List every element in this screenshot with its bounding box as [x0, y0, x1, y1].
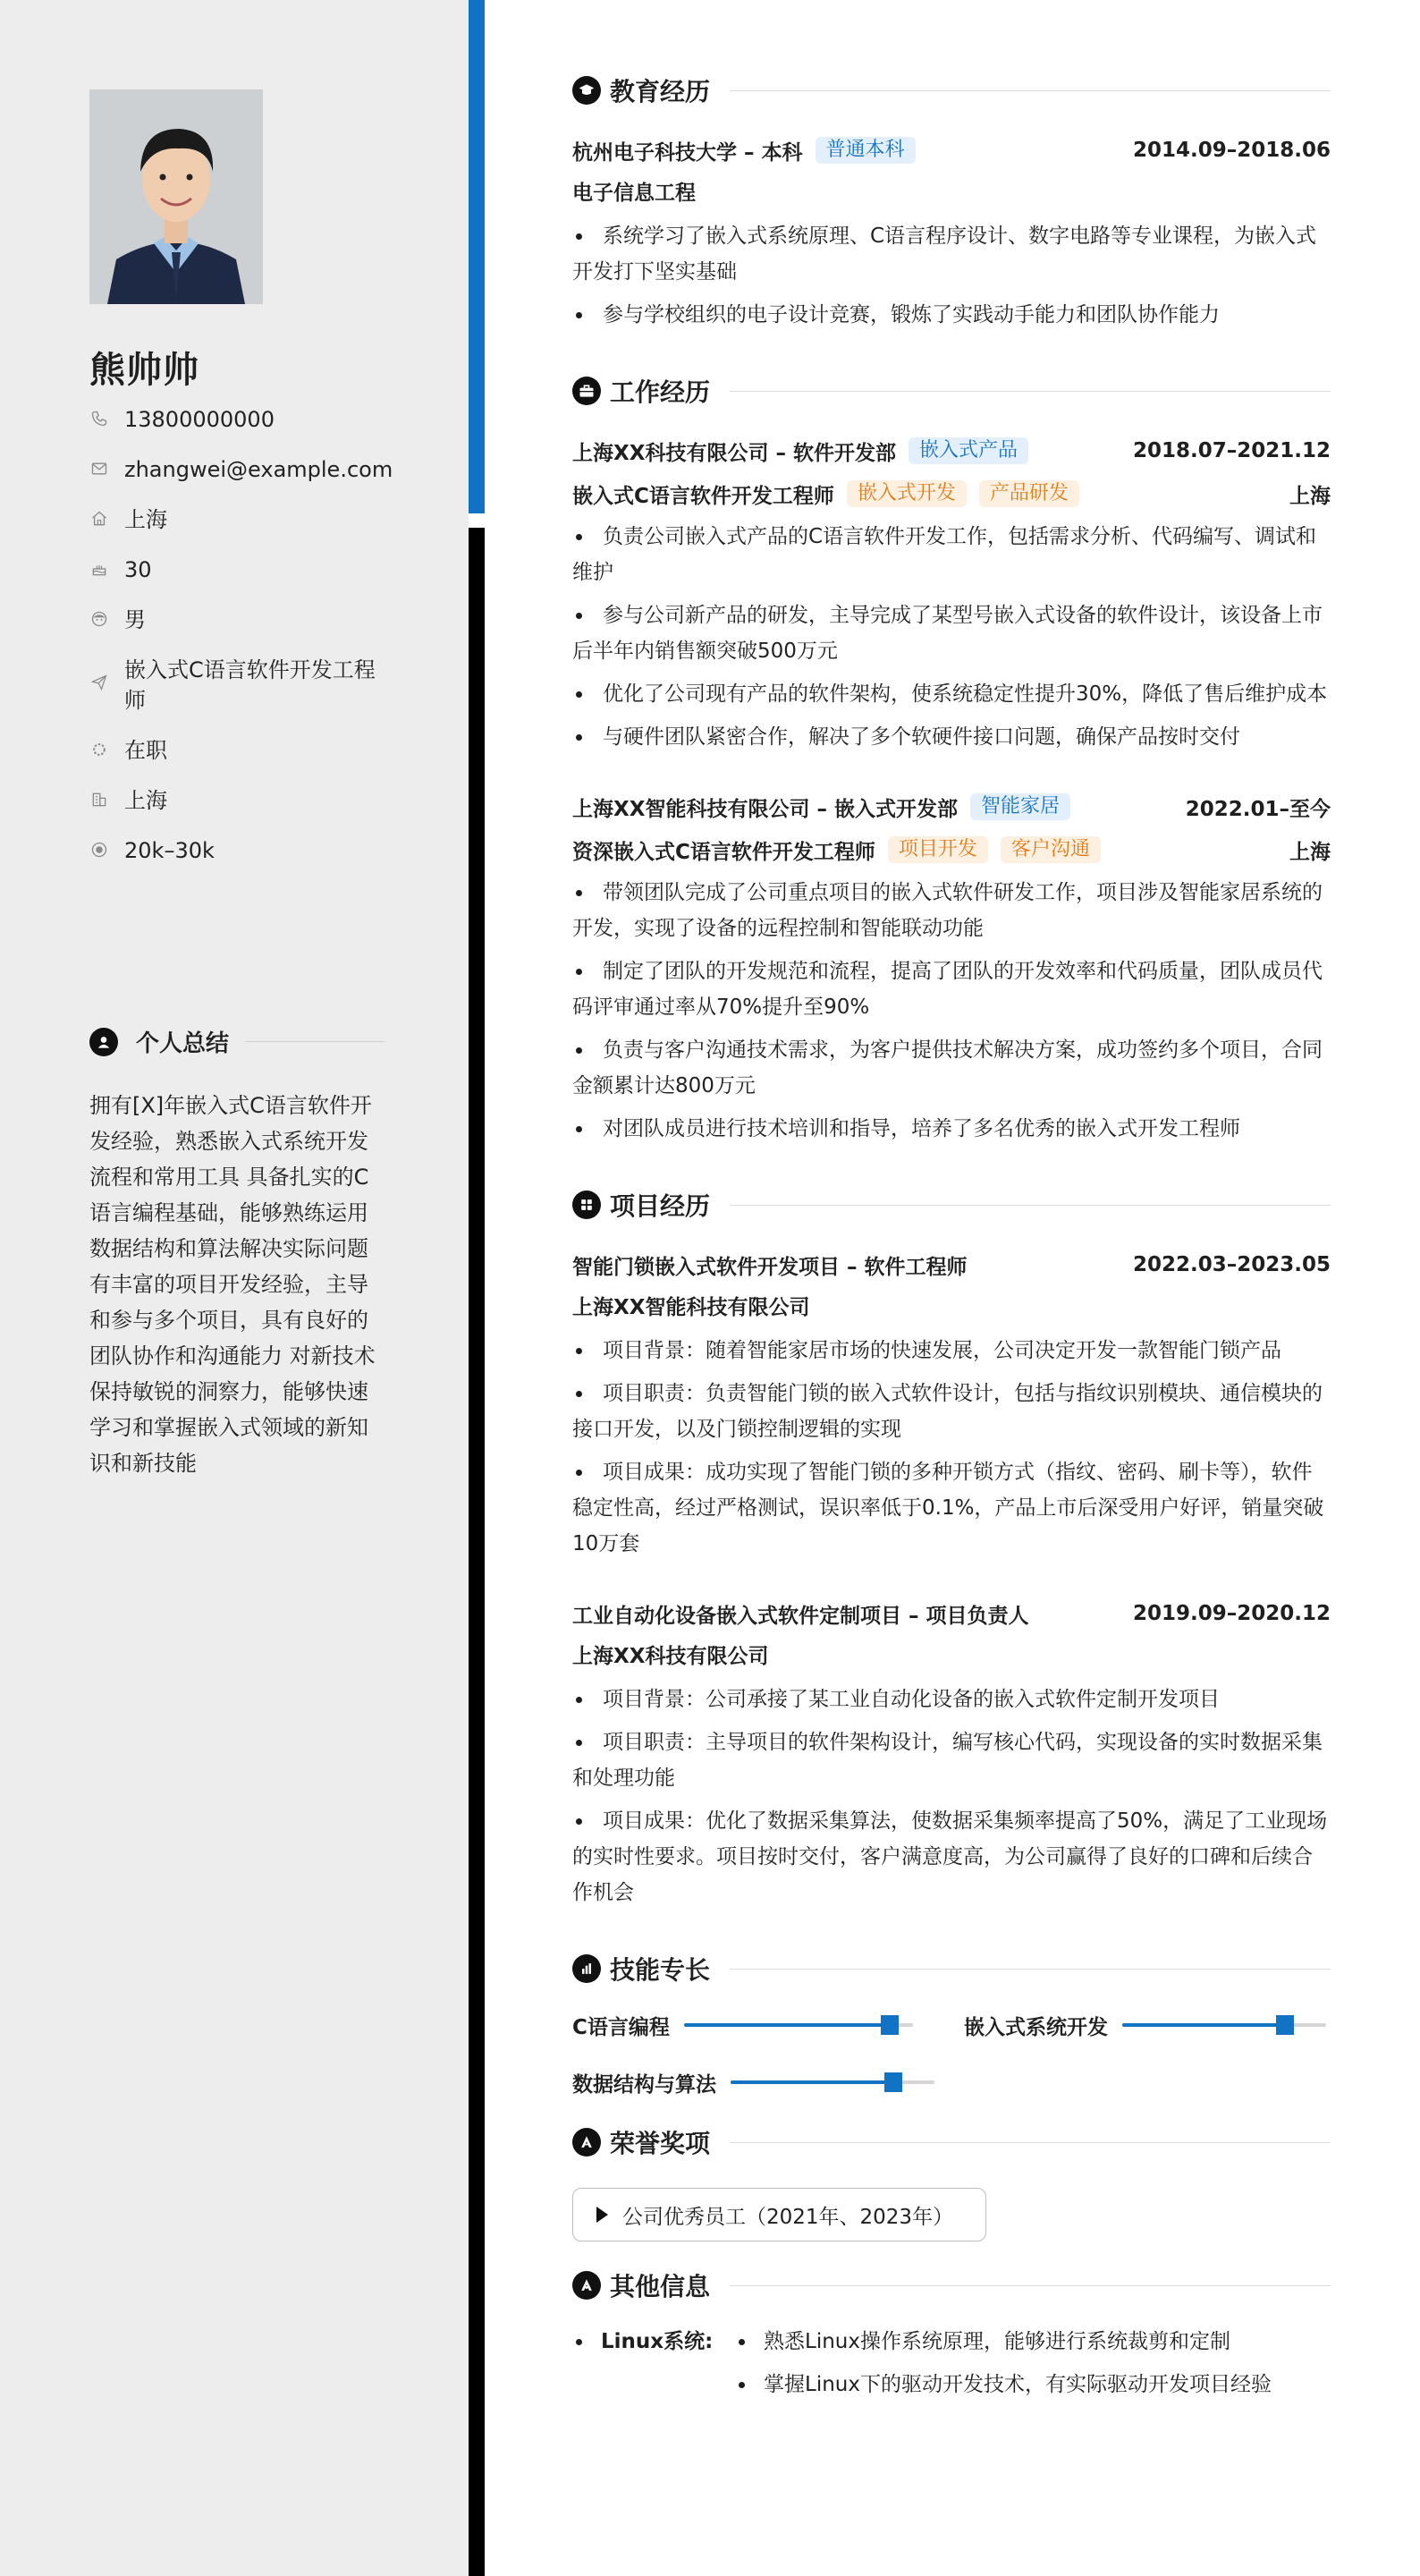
skill-level-marker: [1276, 2015, 1294, 2035]
info-position-text: 嵌入式C语言软件开发工程师: [124, 657, 376, 713]
project-1-name: 智能门锁嵌入式软件开发项目 – 软件工程师: [572, 1255, 968, 1279]
list-item: 负责公司嵌入式产品的C语言软件开发工作，包括需求分析、代码编写、调试和维护: [572, 519, 1331, 590]
info-city: [89, 504, 393, 535]
project-1-row: [572, 1243, 1331, 1286]
phone-icon: [89, 409, 109, 428]
info-phone-text: 13800000000: [124, 407, 275, 432]
skill-fill: [731, 2080, 893, 2084]
education-section: [572, 70, 1331, 333]
info-status-text: 在职: [124, 738, 167, 763]
grid-icon: [572, 1191, 601, 1219]
divider: [730, 90, 1331, 91]
job-1-bullets: [572, 519, 1331, 755]
list-item: 熟悉Linux操作系统原理，能够进行系统裁剪和定制: [735, 2324, 1272, 2360]
honor-item[interactable]: [572, 2188, 986, 2241]
info-gender-text: 男: [124, 607, 146, 632]
divider: [730, 1969, 1331, 1970]
accent-stripe-black: [469, 528, 485, 2576]
honors-header: [572, 2122, 1331, 2163]
honors-section: [572, 2122, 1331, 2241]
skill-level-marker: [881, 2015, 899, 2035]
main-content: [572, 70, 1331, 2410]
job-1-role-row: [572, 472, 1331, 515]
skills-title: 技能专长: [610, 1955, 711, 1985]
contact-info-list: [89, 404, 393, 886]
list-item: 参与学校组织的电子设计竞赛，锻炼了实践动手能力和团队协作能力: [572, 297, 1331, 333]
job-1-role-tag: 嵌入式开发: [847, 480, 967, 507]
work-header: [572, 370, 1331, 411]
other-list: [572, 2324, 1331, 2410]
building-icon: [89, 790, 109, 809]
info-city-text: 上海: [124, 507, 167, 532]
info-salary: [89, 835, 393, 866]
list-item: 项目背景：随着智能家居市场的快速发展，公司决定开发一款智能门锁产品: [572, 1333, 1331, 1368]
list-item: 掌握Linux下的驱动开发技术，有实际驱动开发项目经验: [735, 2367, 1272, 2402]
status-icon: [89, 740, 109, 759]
work-title: 工作经历: [610, 377, 711, 407]
education-tag: 普通本科: [816, 137, 916, 164]
bar-chart-icon: [572, 1954, 601, 1983]
job-2-date: 2022.01–至今: [1185, 797, 1331, 821]
list-item: 对团队成员进行技术培训和指导，培养了多名优秀的嵌入式开发工程师: [572, 1111, 1331, 1147]
info-email-text: zhangwei@example.com: [124, 457, 393, 482]
job-2-bullets: [572, 875, 1331, 1147]
skill-item: [572, 2007, 913, 2043]
info-status: [89, 735, 393, 766]
divider: [730, 1205, 1331, 1206]
job-2-company: 上海XX智能科技有限公司 – 嵌入式开发部: [572, 797, 958, 821]
list-item: 项目背景：公司承接了某工业自动化设备的嵌入式软件定制开发项目: [572, 1682, 1331, 1717]
skill-fill: [684, 2023, 890, 2027]
briefcase-icon: [572, 377, 601, 405]
projects-header: [572, 1184, 1331, 1225]
divider: [730, 2285, 1331, 2286]
job-2-tag: 智能家居: [970, 793, 1070, 820]
mail-icon: [89, 459, 109, 479]
job-1-role: 嵌入式C语言软件开发工程师: [572, 484, 834, 508]
skill-fill: [1122, 2023, 1285, 2027]
info-work-city: [89, 785, 393, 816]
info-email: [89, 454, 393, 485]
skills-header: [572, 1948, 1331, 1989]
work-section: [572, 370, 1331, 1147]
candidate-name: 熊帅帅: [89, 350, 199, 391]
caret-right-icon: [596, 2207, 608, 2223]
list-item: 优化了公司现有产品的软件架构，使系统稳定性提升30%，降低了售后维护成本: [572, 676, 1331, 712]
info-badge-icon: [572, 2271, 601, 2300]
face-icon: [89, 609, 109, 629]
info-work-city-text: 上海: [124, 788, 167, 813]
skills-list: [572, 2007, 1331, 2122]
project-1-bullets: [572, 1333, 1331, 1562]
info-phone: [89, 404, 393, 435]
sidebar: [0, 0, 469, 2576]
education-bullets: [572, 218, 1331, 333]
job-1-row: [572, 429, 1331, 472]
info-age: [89, 555, 393, 585]
summary-text: 拥有[X]年嵌入式C语言软件开发经验，熟悉嵌入式系统开发流程和常用工具 具备扎实的C语言编程基础，能够熟练运用数据结构和算法解决实际问题 有丰富的项目开发经验，主导和参与多个项目，具有良好的团队协作和沟通能力 对新技术保持敏锐的洞察力，能够快速学习和掌握嵌入式领域的新知识和新技能: [89, 1093, 376, 1476]
other-section: [572, 2265, 1331, 2410]
list-item: 项目职责：负责智能门锁的嵌入式软件设计，包括与指纹识别模块、通信模块的接口开发，以及门锁控制逻辑的实现: [572, 1376, 1331, 1447]
cake-icon: [89, 559, 109, 579]
other-items: [735, 2324, 1272, 2410]
skills-section: [572, 1948, 1331, 2122]
money-icon: [89, 840, 109, 860]
honors-title: 荣誉奖项: [610, 2129, 711, 2158]
job-1-location: 上海: [1289, 484, 1331, 508]
job-2-location: 上海: [1289, 840, 1331, 864]
skill-item: [572, 2064, 934, 2100]
other-key: Linux系统:: [572, 2324, 735, 2410]
skill-level-marker: [884, 2072, 902, 2092]
list-item: 项目职责：主导项目的软件架构设计，编写核心代码，实现设备的实时数据采集和处理功能: [572, 1724, 1331, 1796]
info-salary-text: 20k–30k: [124, 838, 215, 863]
job-2-row: [572, 785, 1331, 828]
info-position: [89, 655, 393, 716]
projects-section: [572, 1184, 1331, 1911]
project-2-company: 上海XX科技有限公司: [572, 1645, 769, 1668]
projects-title: 项目经历: [610, 1191, 711, 1221]
graduation-cap-icon: [572, 76, 601, 105]
list-item: 项目成果：成功实现了智能门锁的多种开锁方式（指纹、密码、刷卡等），软件稳定性高，经过严格测试，误识率低于0.1%，产品上市后深受用户好评，销量突破10万套: [572, 1454, 1331, 1562]
avatar: [89, 89, 263, 304]
accent-stripe-blue: [469, 0, 485, 513]
list-item: 参与公司新产品的研发，主导完成了某型号嵌入式设备的软件设计，该设备上市后半年内销售额突破500万元: [572, 597, 1331, 669]
project-2-date: 2019.09–2020.12: [1132, 1602, 1331, 1625]
project-1-company: 上海XX智能科技有限公司: [572, 1296, 810, 1319]
job-1-date: 2018.07–2021.12: [1132, 439, 1331, 462]
award-icon: [572, 2128, 601, 2157]
skill-name: C语言编程: [572, 2015, 670, 2039]
other-title: 其他信息: [610, 2272, 711, 2301]
project-2-bullets: [572, 1682, 1331, 1911]
education-date: 2014.09–2018.06: [1132, 139, 1331, 162]
divider: [245, 1041, 385, 1042]
major: 电子信息工程: [572, 182, 696, 205]
job-1-company: 上海XX科技有限公司 – 软件开发部: [572, 441, 896, 465]
list-item: 系统学习了嵌入式系统原理、C语言程序设计、数字电路等专业课程，为嵌入式开发打下坚实基础: [572, 218, 1331, 290]
user-icon: [89, 1028, 118, 1056]
skill-bar: [1122, 2023, 1326, 2027]
divider: [730, 391, 1331, 392]
skill-name: 嵌入式系统开发: [964, 2015, 1108, 2039]
avatar-photo: [89, 89, 263, 304]
info-age-text: 30: [124, 557, 152, 582]
skill-item: [964, 2007, 1326, 2043]
honor-text: 公司优秀员工（2021年、2023年）: [622, 2205, 954, 2229]
project-2-name: 工业自动化设备嵌入式软件定制项目 – 项目负责人: [572, 1604, 1029, 1628]
skill-bar: [684, 2023, 913, 2027]
other-header: [572, 2265, 1331, 2306]
education-header: [572, 70, 1331, 111]
list-item: 带领团队完成了公司重点项目的嵌入式软件研发工作，项目涉及智能家居系统的开发，实现了设备的远程控制和智能联动功能: [572, 875, 1331, 946]
job-2-role-tag: 项目开发: [888, 836, 988, 863]
job-2-role-tag: 客户沟通: [1001, 836, 1101, 863]
education-row: [572, 129, 1331, 172]
job-2-role: 资深嵌入式C语言软件开发工程师: [572, 840, 875, 864]
project-2-row: [572, 1592, 1331, 1635]
education-title: 教育经历: [610, 77, 711, 106]
skill-bar: [731, 2080, 934, 2084]
list-item: 负责与客户沟通技术需求，为客户提供技术解决方案，成功签约多个项目，合同金额累计达800万元: [572, 1032, 1331, 1104]
summary-title: 个人总结: [136, 1030, 230, 1057]
school-name: 杭州电子科技大学 – 本科: [572, 140, 803, 165]
job-2-role-row: [572, 828, 1331, 871]
info-gender: [89, 605, 393, 635]
job-1-role-tag: 产品研发: [979, 480, 1079, 507]
list-item: 制定了团队的开发规范和流程，提高了团队的开发效率和代码质量，团队成员代码评审通过率从70%提升至90%: [572, 953, 1331, 1025]
list-item: 与硬件团队紧密合作，解决了多个软硬件接口问题，确保产品按时交付: [572, 719, 1331, 755]
divider: [730, 2142, 1331, 2143]
skill-name: 数据结构与算法: [572, 2072, 716, 2097]
send-icon: [89, 673, 109, 692]
project-1-date: 2022.03–2023.05: [1132, 1253, 1331, 1276]
summary-header: [89, 1025, 385, 1058]
job-1-tag: 嵌入式产品: [909, 437, 1028, 464]
home-icon: [89, 509, 109, 529]
list-item: 项目成果：优化了数据采集算法，使数据采集频率提高了50%，满足了工业现场的实时性要求。项目按时交付，客户满意度高，为公司赢得了良好的口碑和后续合作机会: [572, 1803, 1331, 1911]
